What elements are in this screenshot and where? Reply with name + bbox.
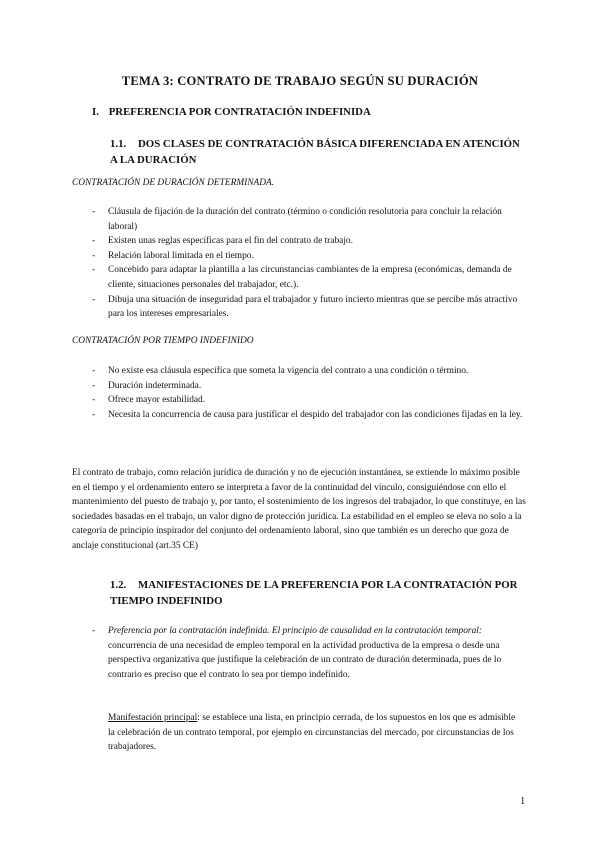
list-tiempo-indefinido: [92, 364, 532, 422]
subsection-heading-1-1: [110, 136, 530, 168]
paragraph-manifestacion: [108, 711, 516, 755]
page-number: 1: [520, 796, 526, 807]
subsection-title-line1: DOS CLASES DE CONTRATACIÓN BÁSICA DIFERENCIADA EN ATENCIÓN: [138, 138, 520, 150]
subsection-heading-1-2: [110, 577, 530, 609]
paragraph-contrato: El contrato de trabajo, como relación jurídica de duración y no de ejecución instantánea, se extiende lo máximo posible en el tiempo y el ordenamiento entero se interpreta a favor de la continuidad del vínculo, consiguiéndose con ello el mantenimiento del puesto de trabajo y, por tanto, el sostenimiento de los ingresos del trabajador, lo que constituye, en las sociedades basadas en el trabajo, un valor digno de protección jurídica. La estabilidad en el empleo se eleva no solo a la categoría de principio inspirador del conjunto del ordenamiento laboral, sino que también es un derecho que goza de anclaje constitucional (art.35 CE): [72, 468, 526, 551]
section-heading-1: [92, 106, 371, 118]
preferencia-text: concurrencia de una necesidad de empleo temporal en la actividad productiva de la empresa o desde una perspectiva organizativa que justifique la celebración de un contrato de duración determinada, pues de lo contrario es preciso que el contrato lo sea por tiempo indefinido.: [108, 640, 502, 680]
list-item: - Relación laboral limitada en el tiempo.: [92, 250, 254, 261]
list-item: - No existe esa cláusula específica que someta la vigencia del contrato a una condición o término.: [92, 366, 469, 376]
list-item: - Concebido para adaptar la plantilla a las circunstancias cambiantes de la empresa (económicas, demanda de cliente, situaciones personales del trabajador, etc.).: [92, 265, 512, 290]
subsection-title-line1: MANIFESTACIONES DE LA PREFERENCIA POR LA CONTRATACIÓN POR: [138, 579, 518, 591]
label-duracion-determinada: CONTRATACIÓN DE DURACIÓN DETERMINADA.: [72, 178, 275, 188]
subsection-number: 1.2.: [110, 579, 127, 591]
list-item: - Duración indeterminada.: [92, 380, 202, 391]
subsection-title-line2: TIEMPO INDEFINIDO: [110, 595, 223, 607]
list-item: - Preferencia por la contratación indefinida. El principio de causalidad en la contratación temporal: concurrencia de una necesidad de empleo temporal en la actividad productiva de la empresa o desde una perspectiva organizativa que justifique la celebración de un contrato de duración determinada, pues de lo contrario es preciso que el contrato lo sea por tiempo indefinido.: [92, 626, 502, 680]
section-number: I.: [92, 106, 99, 118]
preferencia-italic: Preferencia por la contratación indefinida. El principio de causalidad en la contratación temporal:: [108, 626, 482, 636]
subsection-number: 1.1.: [110, 138, 127, 150]
label-tiempo-indefinido: CONTRATACIÓN POR TIEMPO INDEFINIDO: [72, 336, 254, 346]
page-title: TEMA 3: CONTRATO DE TRABAJO SEGÚN SU DURACIÓN: [121, 74, 479, 88]
subsection-title-line2: A LA DURACIÓN: [110, 154, 197, 166]
manifestacion-label: Manifestación principal: [108, 713, 198, 723]
list-duracion-determinada: [92, 205, 532, 322]
list-item: - Cláusula de fijación de la duración del contrato (término o condición resolutoria para concluir la relación laboral): [92, 207, 502, 232]
list-item: - Dibuja una situación de inseguridad para el trabajador y futuro incierto mientras que se percibe más atractivo para los intereses empresariales.: [92, 294, 518, 320]
list-item: - Existen unas reglas específicas para el fin del contrato de trabajo.: [92, 236, 353, 247]
list-item: - Ofrece mayor estabilidad.: [92, 395, 206, 406]
list-preferencia: [92, 624, 520, 682]
manifestacion-text: : se establece una lista, en principio cerrada, de los supuestos en los que es admisible la celebración de un contrato temporal, por ejemplo en circunstancias del mercado, por circunstancias de los trabajadores.: [108, 713, 516, 753]
section-title: PREFERENCIA POR CONTRATACIÓN INDEFINIDA: [108, 106, 371, 118]
list-item: - Necesita la concurrencia de causa para justificar el despido del trabajador con las condiciones fijadas en la ley.: [92, 409, 523, 420]
